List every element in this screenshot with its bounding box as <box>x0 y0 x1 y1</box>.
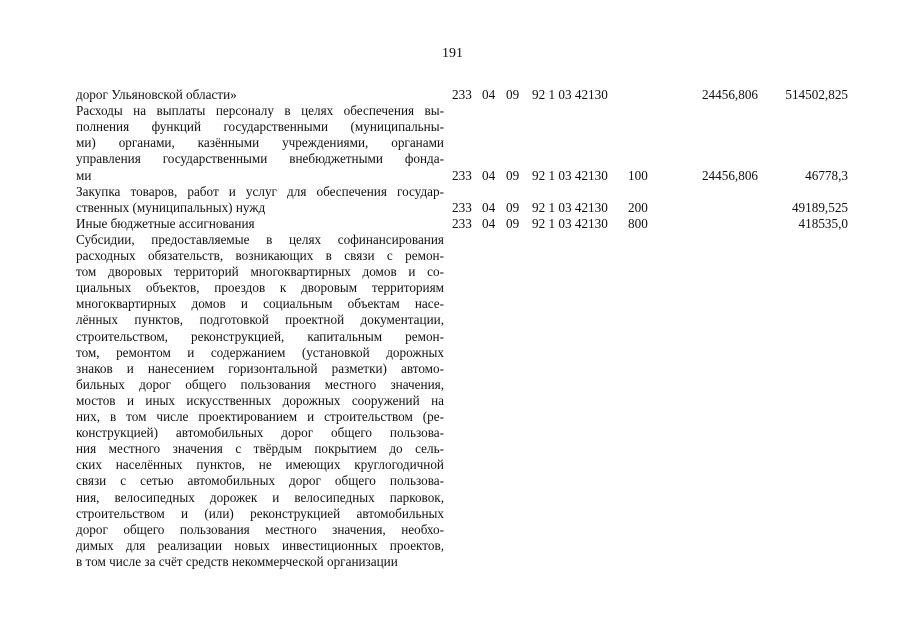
row-name-line: Закупка товаров, работ и услуг для обеспечения государ- <box>76 183 444 199</box>
row-name-line: в том числе за счёт средств некоммерческой организации <box>76 553 398 569</box>
row-name-line: ми) органами, казёнными учреждениями, органами <box>76 135 444 151</box>
row-name-line: многоквартирных домов и социальным объектам насе- <box>76 296 444 312</box>
target-article-code: 92 1 03 42130 <box>532 87 608 102</box>
row-name-line: связи с сетью автомобильных дорог общего пользова- <box>76 473 444 489</box>
row-name-line: Субсидии, предоставляемые в целях софинансирования <box>76 231 444 247</box>
page-number: 191 <box>442 46 463 61</box>
subsection-code: 09 <box>506 199 520 215</box>
target-article-code: 92 1 03 42130 <box>532 199 608 215</box>
section-code: 04 <box>482 215 496 231</box>
row-name-line: знаков и нанесением горизонтальной разметки) автомо- <box>76 360 444 376</box>
row-name-line: конструкцией) автомобильных дорог общего пользова- <box>76 425 444 441</box>
amount-col-1: 24456,806 <box>701 167 758 183</box>
row-name-line: строительством, реконструкцией, капитальным ремон- <box>76 328 444 344</box>
section-code: 04 <box>482 167 496 183</box>
row-name-line: них, в том числе проектированием и строительством (ре- <box>76 409 444 424</box>
row-name-line: циальных объектов, проездов к дворовым территориям <box>76 280 444 296</box>
expense-type-code: 800 <box>628 215 648 231</box>
row-name-line: том, ремонтом и содержанием (установкой дорожных <box>76 344 444 360</box>
row-name-line: Иные бюджетные ассигнования <box>76 215 255 231</box>
admin-code: 233 <box>452 199 472 215</box>
row-name-line: том дворовых территорий многоквартирных домов и со- <box>76 264 444 280</box>
amount-col-2: 418535,0 <box>798 215 848 231</box>
amount-col-2: 49189,525 <box>791 199 848 215</box>
subsection-code: 09 <box>506 167 520 183</box>
row-name-line: расходных обязательств, возникающих в связи с ремон- <box>76 248 444 263</box>
expense-type-code: 200 <box>628 199 648 215</box>
row-name-line: ских населённых пунктов, не имеющих круглогодичной <box>76 457 444 473</box>
row-name-line: ния местного значения с твёрдым покрытием до сель- <box>76 441 444 457</box>
amount-col-1: 24456,806 <box>701 87 758 102</box>
expense-type-code: 100 <box>628 167 648 183</box>
amount-col-2: 46778,3 <box>805 167 848 183</box>
row-name-line: дорог общего пользования местного значения, необхо- <box>76 521 444 537</box>
section-code: 04 <box>482 199 496 215</box>
target-article-code: 92 1 03 42130 <box>532 215 608 231</box>
admin-code: 233 <box>452 87 472 102</box>
row-name-line: ственных (муниципальных) нужд <box>76 199 266 215</box>
row-name-line: бильных дорог общего пользования местного значения, <box>76 376 444 392</box>
row-name-line: ния, велосипедных дорожек и велосипедных парковок, <box>76 489 444 505</box>
row-name-line: лённых пунктов, подготовкой проектной документации, <box>76 312 444 328</box>
section-code: 04 <box>482 87 496 102</box>
row-name-line: управления государственными внебюджетными фонда- <box>76 151 444 167</box>
row-name-line: мостов и иных искусственных дорожных сооружений на <box>76 392 444 408</box>
subsection-code: 09 <box>506 87 520 102</box>
row-name-line: ми <box>76 167 92 183</box>
target-article-code: 92 1 03 42130 <box>532 167 608 183</box>
row-name-line: дорог Ульяновской области» <box>76 87 237 102</box>
admin-code: 233 <box>452 215 472 231</box>
row-name-line: строительством и (или) реконструкцией автомобильных <box>76 505 444 521</box>
row-name-line: димых для реализации новых инвестиционных проектов, <box>76 537 444 553</box>
subsection-code: 09 <box>506 215 520 231</box>
admin-code: 233 <box>452 167 472 183</box>
row-name-line: Расходы на выплаты персоналу в целях обеспечения вы- <box>76 103 444 119</box>
row-name-line: полнения функций государственными (муниципальны- <box>76 119 444 135</box>
amount-col-2: 514502,825 <box>785 87 848 102</box>
